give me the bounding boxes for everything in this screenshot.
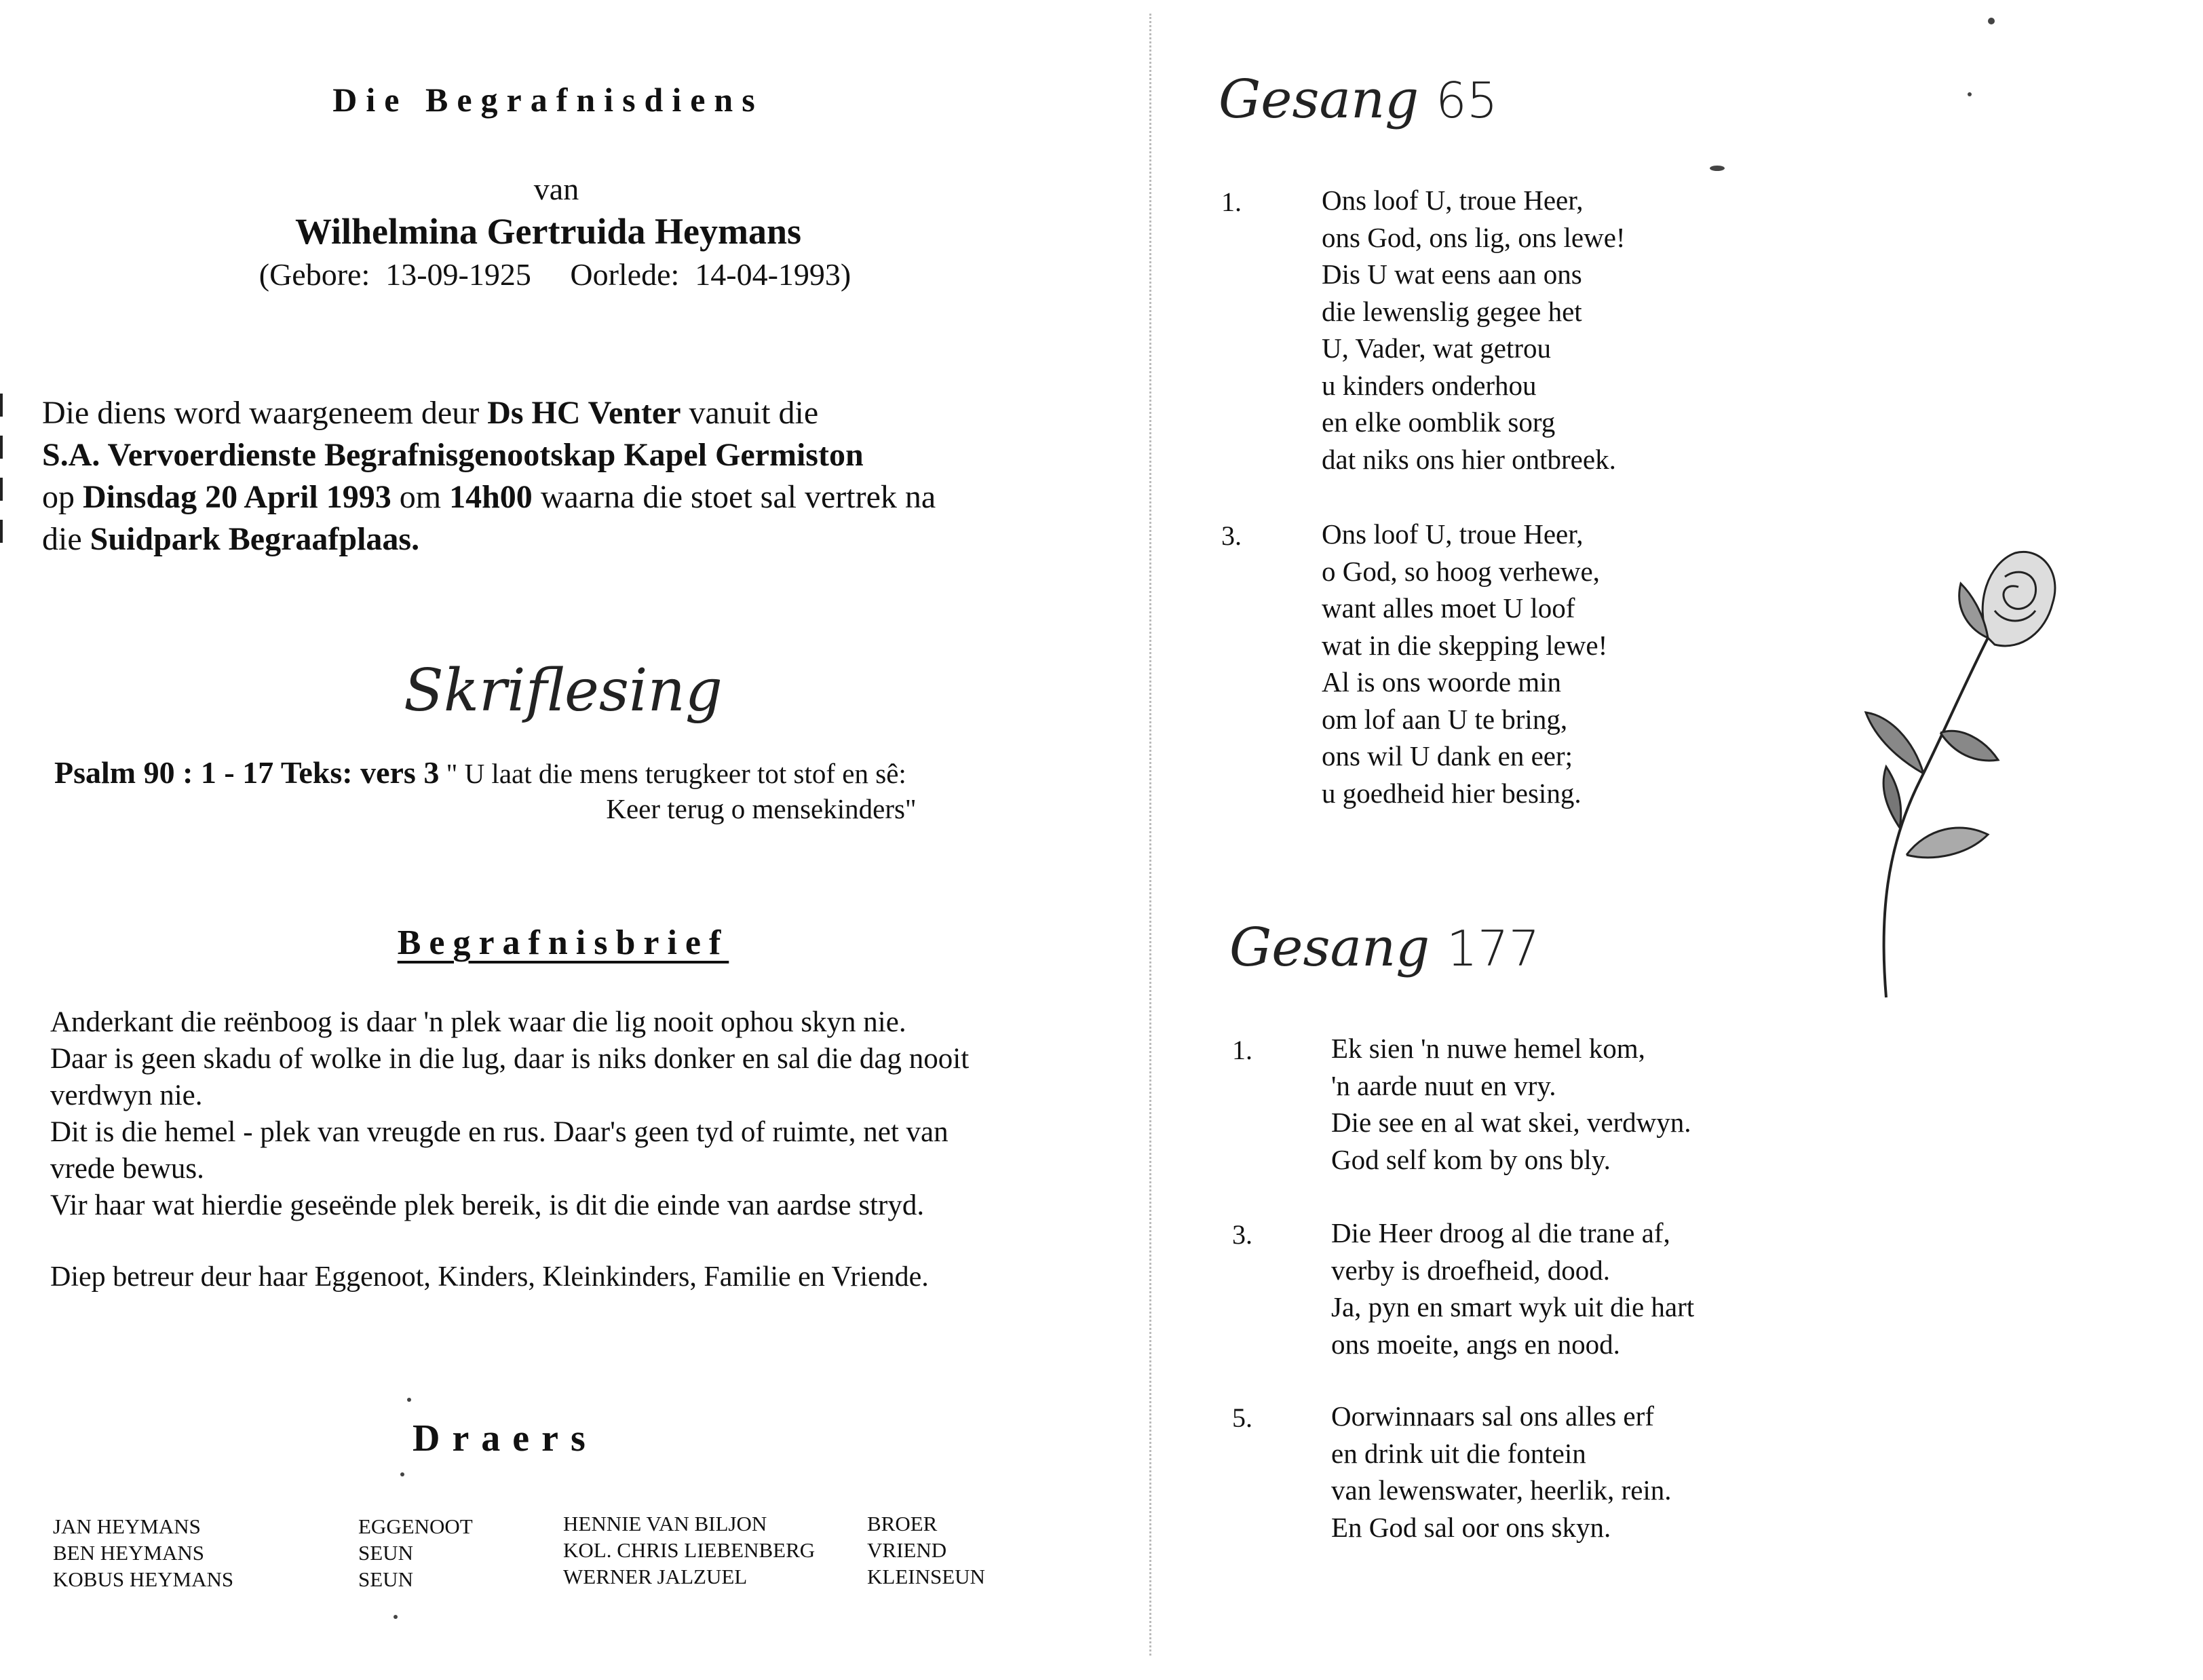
- verse-text: [1331, 1398, 1672, 1546]
- verse-line: En God sal oor ons skyn.: [1331, 1511, 1611, 1543]
- pallbearer-name: WERNER JALZUEL: [563, 1565, 748, 1588]
- pallbearer-name: BEN HEYMANS: [53, 1541, 205, 1565]
- service-emphasis: Ds HC Venter: [487, 395, 681, 431]
- scan-speck: [1968, 92, 1972, 96]
- service-text: die: [42, 521, 90, 557]
- verse-number: 3.: [1232, 1219, 1252, 1250]
- verse-number: 1.: [1232, 1035, 1252, 1065]
- scan-speck: [400, 1472, 404, 1476]
- pallbearers-right: [563, 1510, 985, 1590]
- verse-line: Oorwinnaars sal ons alles erf: [1331, 1400, 1654, 1432]
- letter-heading: Begrafnisbrief: [397, 923, 729, 962]
- pallbearer-relation: SEUN: [358, 1541, 413, 1565]
- rose-illustration: [1859, 536, 2063, 1004]
- letter-line: verdwyn nie.: [50, 1080, 203, 1111]
- van-label: van: [533, 172, 579, 206]
- verse-text: [1331, 1215, 1694, 1362]
- service-text: vanuit die: [681, 395, 819, 431]
- reading-reference: Psalm 90 : 1 - 17 Teks: vers 3: [54, 755, 440, 790]
- pallbearer-row: [563, 1510, 985, 1537]
- service-details: [42, 392, 936, 560]
- service-emphasis: Dinsdag 20 April 1993: [83, 479, 391, 515]
- scan-speck: [407, 1398, 411, 1402]
- letter-line: Daar is geen skadu of wolke in die lug, daar is niks donker en sal die dag nooit: [50, 1043, 970, 1075]
- service-line: [42, 476, 936, 518]
- verse-line: o God, so hoog verhewe,: [1322, 555, 1600, 587]
- hymn-2-heading: [1229, 917, 1539, 978]
- verse-line: wat in die skepping lewe!: [1322, 629, 1608, 661]
- verse-line: en elke oomblik sorg: [1322, 406, 1556, 438]
- verse-text: [1331, 1030, 1691, 1178]
- verse-line: ons wil U dank en eer;: [1322, 740, 1573, 771]
- pallbearer-relation: EGGENOOT: [358, 1514, 473, 1538]
- verse-line: dat niks ons hier ontbreek.: [1322, 443, 1616, 475]
- pallbearer-relation: BROER: [867, 1512, 938, 1535]
- scan-speck: [1988, 18, 1995, 24]
- verse-line: God self kom by ons bly.: [1331, 1143, 1611, 1175]
- reading-quote-line-2: Keer terug o mensekinders": [606, 793, 917, 824]
- hymn-2-word: Gesang: [1229, 917, 1430, 978]
- verse-text: [1322, 516, 1607, 812]
- service-text: Die diens word waargeneem deur: [42, 395, 488, 431]
- verse-line: ons God, ons lig, ons lewe!: [1322, 221, 1626, 253]
- hymn-1-heading: [1219, 69, 1498, 130]
- scan-speck: [394, 1615, 398, 1619]
- pallbearer-relation: SEUN: [358, 1567, 413, 1591]
- pallbearer-name: HENNIE VAN BILJON: [563, 1512, 767, 1535]
- margin-marks: [0, 394, 7, 562]
- mourners-line: Diep betreur deur haar Eggenoot, Kinders, Kleinkinders, Familie en Vriende.: [50, 1261, 929, 1293]
- pallbearer-row: [563, 1563, 985, 1590]
- pallbearer-row: [53, 1540, 473, 1566]
- verse-line: Ons loof U, troue Heer,: [1322, 185, 1584, 216]
- service-text: waarna die stoet sal vertrek na: [532, 479, 936, 515]
- fold-line: [1149, 14, 1151, 1656]
- verse-line: Dis U wat eens aan ons: [1322, 259, 1582, 290]
- verse-line: u kinders onderhou: [1322, 369, 1537, 401]
- pallbearer-name: KOBUS HEYMANS: [53, 1567, 234, 1591]
- hymn-1-number: 65: [1435, 72, 1498, 129]
- verse-text: [1322, 182, 1626, 478]
- pallbearer-name: JAN HEYMANS: [53, 1514, 201, 1538]
- verse-line: Ek sien 'n nuwe hemel kom,: [1331, 1033, 1645, 1064]
- pallbearer-relation: KLEINSEUN: [867, 1565, 985, 1588]
- reading-heading: Skriflesing: [404, 657, 723, 725]
- verse-number: 5.: [1232, 1402, 1252, 1433]
- service-text: op: [42, 479, 83, 515]
- verse-line: want alles moet U loof: [1322, 592, 1575, 624]
- pallbearer-row: [563, 1537, 985, 1563]
- verse-line: Die see en al wat skei, verdwyn.: [1331, 1107, 1691, 1138]
- pallbearer-row: [53, 1513, 473, 1540]
- verse-line: verby is droefheid, dood.: [1331, 1254, 1611, 1286]
- hymn-1-word: Gesang: [1219, 69, 1419, 130]
- verse-number: 1.: [1221, 187, 1242, 217]
- pallbearers-heading: Draers: [413, 1417, 598, 1459]
- verse-line: Ja, pyn en smart wyk uit die hart: [1331, 1291, 1695, 1322]
- letter-line: Dit is die hemel - plek van vreugde en rus. Daar's geen tyd of ruimte, net van: [50, 1116, 949, 1148]
- verse-line: 'n aarde nuut en vry.: [1331, 1069, 1556, 1101]
- verse-line: en drink uit die fontein: [1331, 1437, 1586, 1469]
- verse-line: die lewenslig gegee het: [1322, 295, 1582, 327]
- program-title: Die Begrafnisdiens: [332, 81, 764, 119]
- service-line: [42, 434, 936, 476]
- service-emphasis: Suidpark Begraafplaas.: [90, 521, 420, 557]
- hymn-2-number: 177: [1446, 920, 1540, 977]
- verse-line: Ons loof U, troue Heer,: [1322, 518, 1584, 550]
- verse-line: U, Vader, wat getrou: [1322, 332, 1552, 364]
- service-emphasis: 14h00: [449, 479, 533, 515]
- pallbearers-left: [53, 1513, 473, 1592]
- service-line: [42, 392, 936, 434]
- scan-speck: [1710, 166, 1725, 171]
- verse-line: om lof aan U te bring,: [1322, 703, 1568, 735]
- service-emphasis: S.A. Vervoerdienste Begrafnisgenootskap Kapel Germiston: [42, 437, 864, 473]
- life-dates: (Gebore: 13-09-1925 Oorlede: 14-04-1993): [258, 257, 851, 292]
- verse-line: Al is ons woorde min: [1322, 666, 1562, 698]
- reading-quote-line-1: " U laat die mens terugkeer tot stof en sê:: [439, 758, 906, 789]
- verse-line: van lewenswater, heerlik, rein.: [1331, 1474, 1672, 1506]
- pallbearer-row: [53, 1566, 473, 1592]
- verse-line: ons moeite, angs en nood.: [1331, 1328, 1620, 1360]
- letter-line: Anderkant die reënboog is daar 'n plek waar die lig nooit ophou skyn nie.: [50, 1006, 906, 1038]
- pallbearer-name: KOL. CHRIS LIEBENBERG: [563, 1538, 816, 1562]
- deceased-name: Wilhelmina Gertruida Heymans: [294, 211, 802, 252]
- letter-line: Vir haar wat hierdie geseënde plek bereik, is dit die einde van aardse stryd.: [50, 1189, 925, 1221]
- verse-line: Die Heer droog al die trane af,: [1331, 1217, 1670, 1248]
- verse-number: 3.: [1221, 520, 1242, 551]
- pallbearer-relation: VRIEND: [867, 1538, 947, 1562]
- letter-body: [50, 1004, 1109, 1224]
- service-text: om: [391, 479, 450, 515]
- reading-line: [54, 755, 906, 790]
- letter-line: vrede bewus.: [50, 1153, 204, 1185]
- service-line: [42, 518, 936, 560]
- verse-line: u goedheid hier besing.: [1322, 777, 1582, 809]
